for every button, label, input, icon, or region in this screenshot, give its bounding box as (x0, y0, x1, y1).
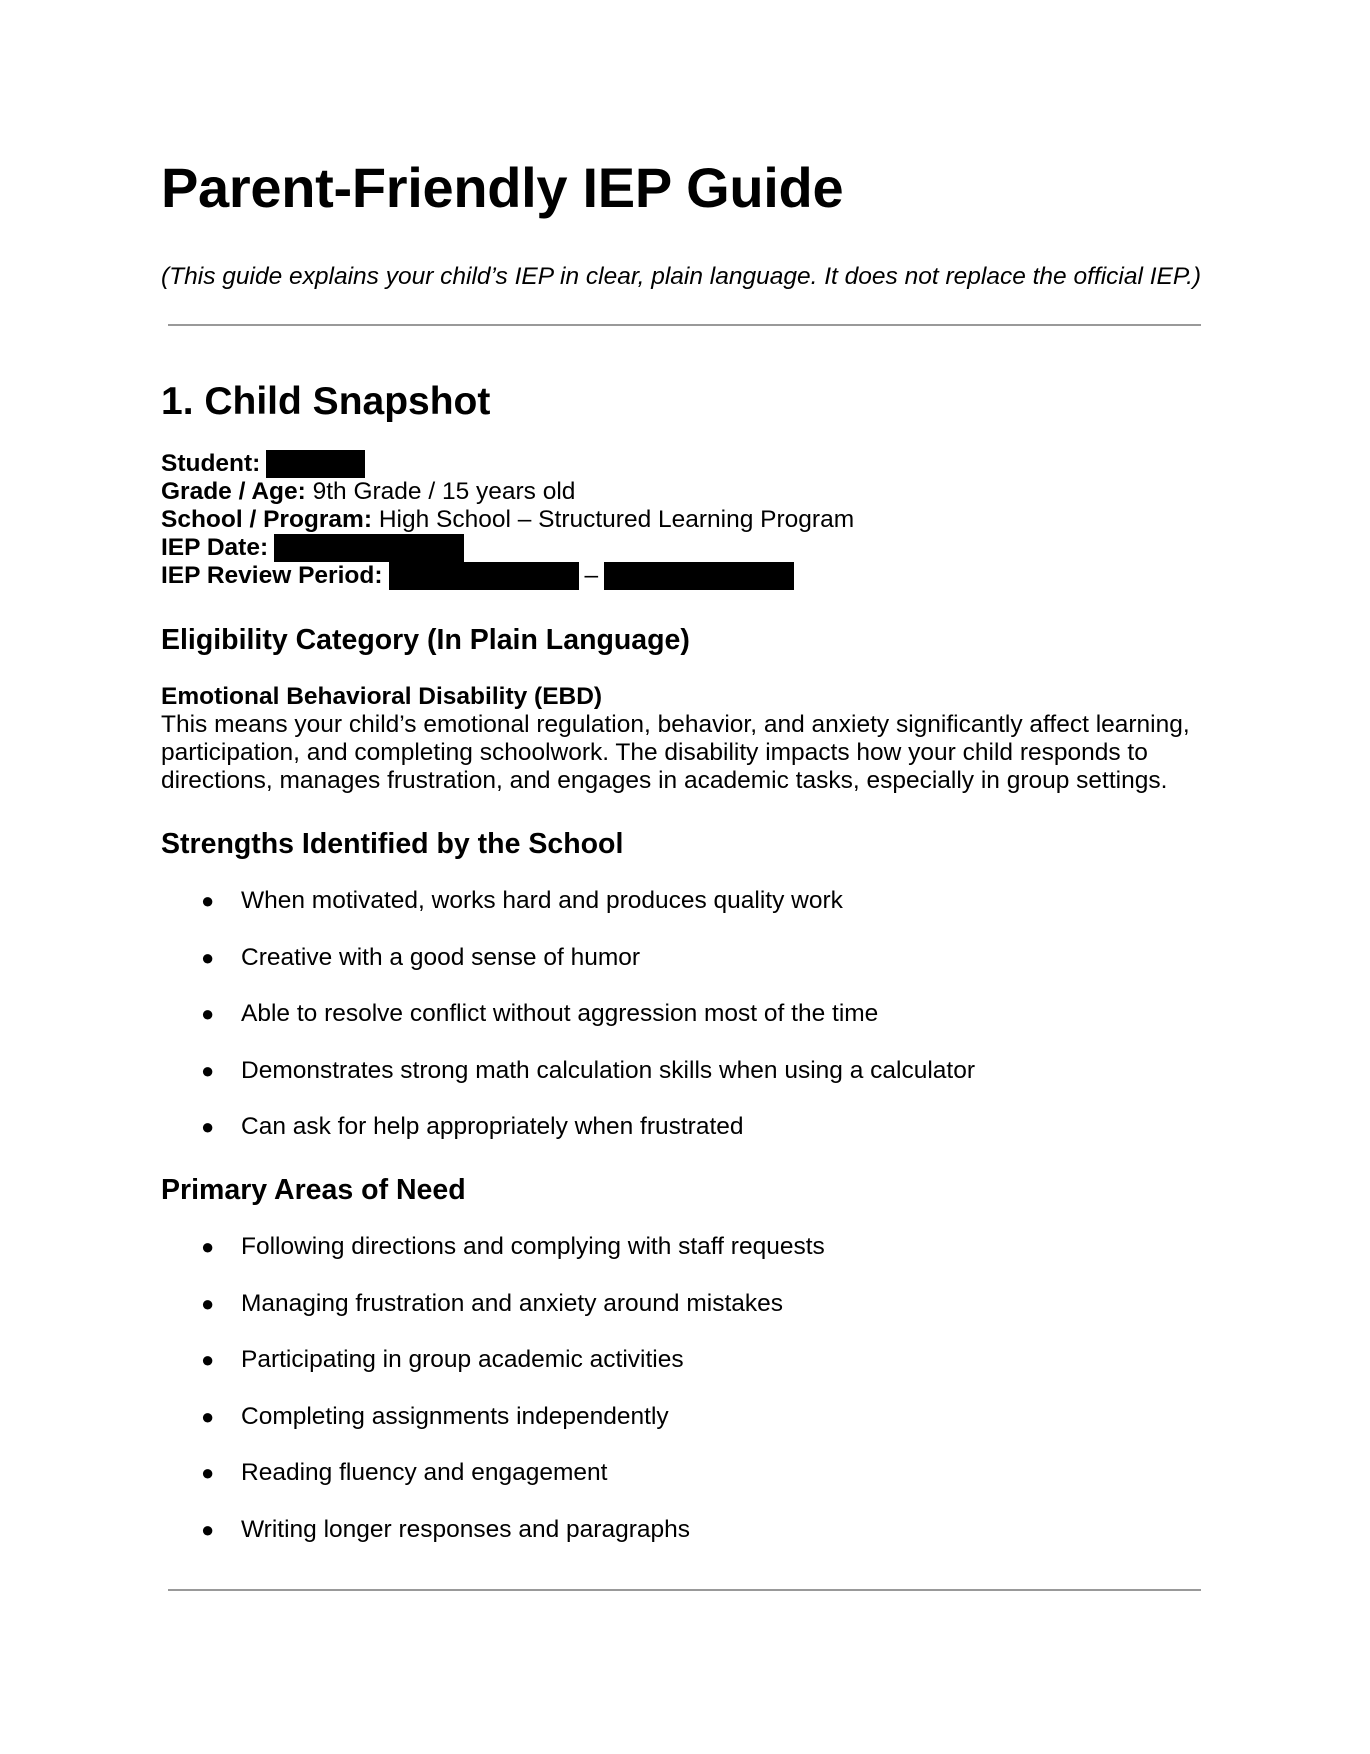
needs-list (161, 1233, 825, 1573)
redacted-review-end (604, 562, 794, 590)
horizontal-divider-bottom (168, 1589, 1201, 1591)
school-program-value: High School – Structured Learning Program (372, 506, 855, 533)
redacted-student-name (266, 450, 365, 478)
list-item-text: When motivated, works hard and produces quality work (241, 887, 843, 914)
bullet-icon: ● (201, 1114, 215, 1140)
list-item (161, 1233, 825, 1290)
list-item (161, 1000, 975, 1057)
eligibility-name: Emotional Behavioral Disability (EBD) (161, 683, 603, 710)
redacted-review-start (389, 562, 579, 590)
review-period-separator: – (584, 562, 599, 589)
bullet-icon: ● (201, 1347, 215, 1373)
list-item (161, 1403, 825, 1460)
list-item-text: Reading fluency and engagement (241, 1459, 608, 1487)
list-item-text: Demonstrates strong math calculation skills when using a calculator (241, 1056, 975, 1084)
bullet-icon: ● (201, 888, 215, 913)
student-label: Student: (161, 450, 261, 477)
bullet-icon: ● (201, 1057, 215, 1083)
list-item (161, 887, 975, 944)
bullet-icon: ● (201, 1001, 215, 1027)
list-item-text: Participating in group academic activities (241, 1346, 684, 1374)
list-item-text: Able to resolve conflict without aggression most of the time (241, 1000, 879, 1028)
section-heading-child-snapshot: 1. Child Snapshot (161, 380, 491, 423)
list-item (161, 1290, 825, 1347)
list-item (161, 1346, 825, 1403)
iep-date-label: IEP Date: (161, 534, 269, 561)
school-program-label: School / Program: (161, 506, 373, 533)
fact-review-period (161, 562, 854, 590)
redacted-iep-date (274, 534, 464, 562)
eligibility-block (161, 683, 1211, 795)
list-item-text: Creative with a good sense of humor (241, 943, 641, 971)
list-item-text: Completing assignments independently (241, 1402, 669, 1430)
list-item (161, 1057, 975, 1114)
bullet-icon: ● (201, 1516, 215, 1542)
fact-grade-age (161, 478, 854, 506)
fact-school-program (161, 506, 854, 534)
list-item-text: Can ask for help appropriately when frustrated (241, 1113, 744, 1141)
list-item-text: Managing frustration and anxiety around mistakes (241, 1289, 784, 1317)
list-item (161, 1516, 825, 1573)
list-item-text: Writing longer responses and paragraphs (241, 1515, 690, 1543)
document-header (161, 150, 1211, 292)
bullet-icon: ● (201, 1460, 215, 1486)
list-item (161, 1113, 975, 1170)
list-item (161, 1459, 825, 1516)
bullet-icon: ● (201, 944, 215, 970)
page-subtitle: (This guide explains your child’s IEP in clear, plain language. It does not replace the official IEP.) (161, 263, 1202, 290)
fact-iep-date (161, 534, 854, 562)
strengths-heading: Strengths Identified by the School (161, 828, 624, 860)
grade-age-label: Grade / Age: (161, 478, 306, 505)
list-item-text: Following directions and complying with staff requests (241, 1233, 825, 1260)
bullet-icon: ● (201, 1403, 215, 1429)
child-facts (161, 450, 854, 590)
bullet-icon: ● (201, 1234, 215, 1259)
fact-student (161, 450, 854, 478)
horizontal-divider-top (168, 324, 1201, 326)
bullet-icon: ● (201, 1290, 215, 1316)
eligibility-description: This means your child’s emotional regulation, behavior, and anxiety significantly affect learning, participation, and completing schoolwork. The disability impacts how your child responds to directions, manages frustration, and engages in academic tasks, especially in group settings. (161, 711, 1190, 794)
list-item (161, 944, 975, 1001)
page-title: Parent-Friendly IEP Guide (161, 156, 844, 219)
needs-heading: Primary Areas of Need (161, 1174, 466, 1206)
eligibility-heading: Eligibility Category (In Plain Language) (161, 624, 690, 656)
review-period-label: IEP Review Period: (161, 562, 383, 589)
strengths-list (161, 887, 975, 1170)
grade-age-value: 9th Grade / 15 years old (305, 478, 576, 505)
